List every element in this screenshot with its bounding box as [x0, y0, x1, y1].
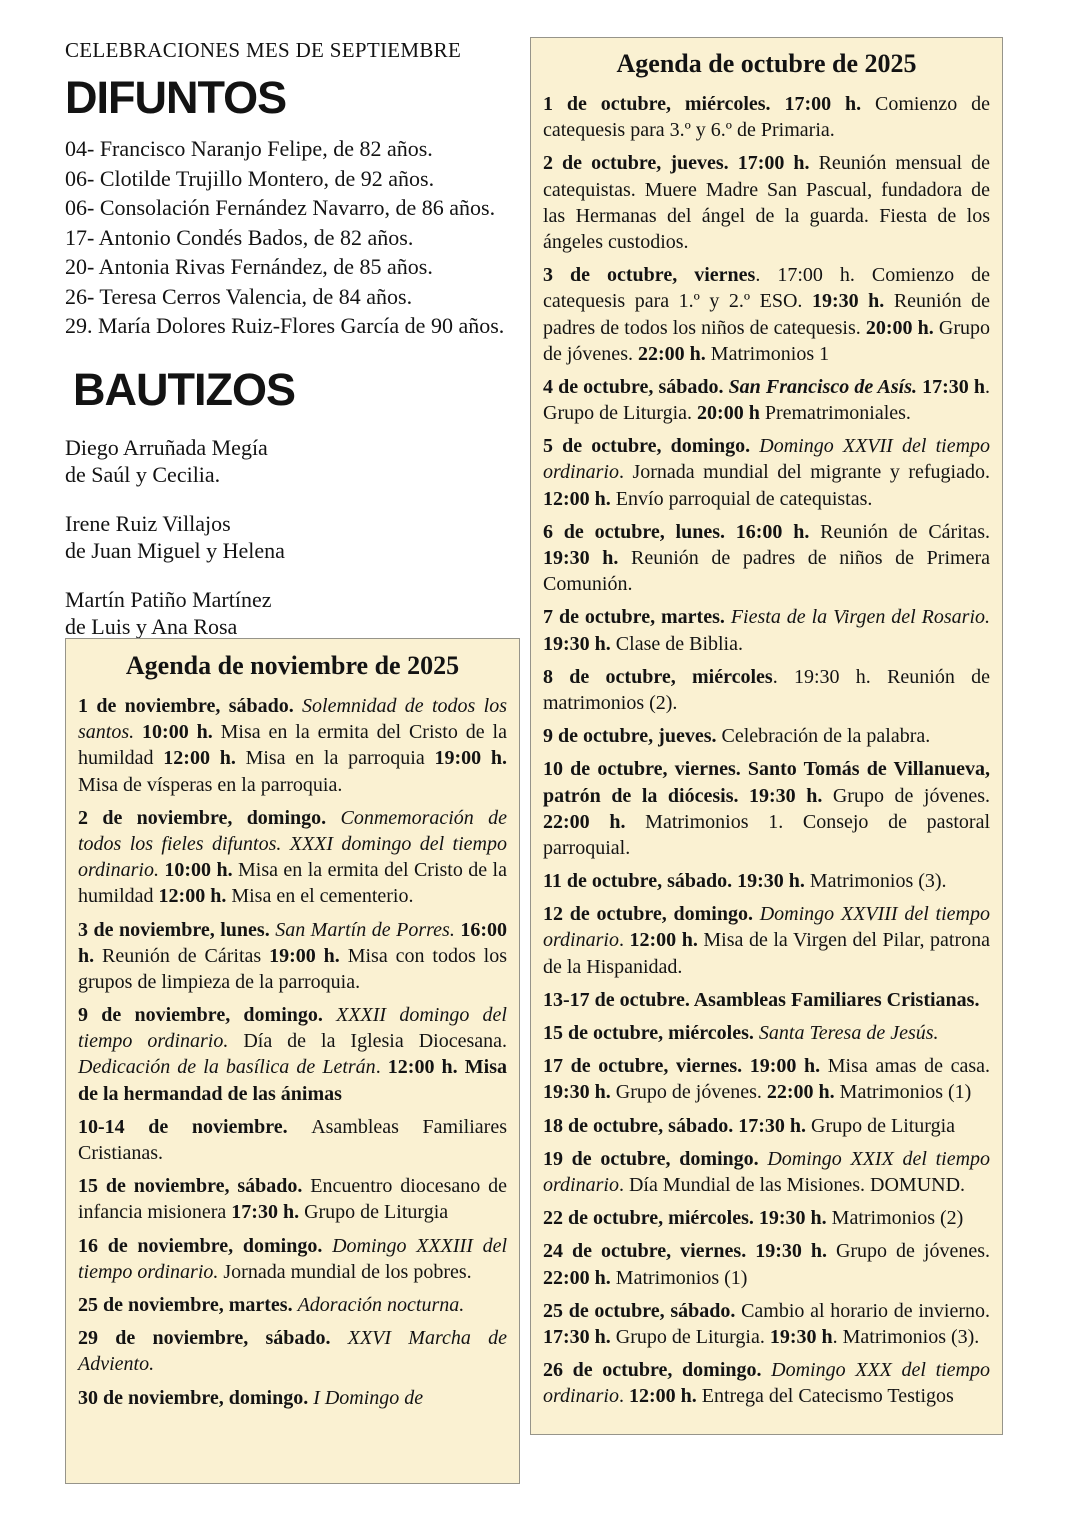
entry-segment: Domingo XXX del tiempo ordinario [543, 1359, 990, 1408]
entry-segment: 12:00 h. Misa de la hermandad de las ánimas [78, 1056, 508, 1105]
agenda-entry [543, 374, 990, 426]
agenda-entry [543, 262, 990, 367]
entry-segment: 19:00 h. [434, 747, 507, 770]
entry-segment: Comienzo de catequesis para 3.º y 6.º de Primaria. [543, 93, 990, 142]
agenda-entry [78, 1233, 507, 1285]
entry-segment: Misa en la parroquia [245, 747, 435, 770]
entry-segment: 20:00 h. [865, 316, 939, 339]
entry-segment: 16:00 h. [78, 918, 507, 967]
entry-segment: San Martín de Porres. [275, 918, 461, 941]
agenda-entry [543, 1357, 990, 1409]
section-title: CELEBRACIONES MES DE SEPTIEMBRE [65, 38, 462, 62]
agenda-entry [78, 805, 507, 910]
entry-segment: 10-14 de noviembre. [78, 1115, 312, 1138]
entry-segment: Grupo de Liturgia [304, 1201, 449, 1224]
entry-segment: 19:30 h [769, 1325, 833, 1348]
entry-segment: . Jornada mundial del migrante y refugiado. [618, 461, 990, 484]
entry-segment: 19:30 h. [811, 290, 894, 313]
entry-segment: I Domingo de [313, 1386, 424, 1409]
entry-segment: Matrimonios (3). [809, 870, 947, 893]
bautizos-item-parents: de Juan Miguel y Helena [65, 537, 285, 563]
agenda-november-box [65, 638, 520, 1484]
entry-segment: 22:00 h. [543, 810, 646, 833]
agenda-entry [543, 150, 990, 255]
entry-segment: Misa amas de casa. [827, 1055, 990, 1078]
entry-segment: Asambleas Familiares Cristianas. [78, 1115, 507, 1164]
agenda-entry [543, 987, 990, 1013]
entry-segment: 18 de octubre, sábado. 17:30 h. [543, 1114, 811, 1137]
agenda-october-title: Agenda de octubre de 2025 [616, 49, 917, 78]
entry-segment: 2 de noviembre, domingo. [78, 806, 341, 829]
agenda-entry [543, 868, 990, 894]
entry-segment: . Día Mundial de las Misiones. DOMUND. [618, 1173, 966, 1196]
entry-segment: 19 de octubre, domingo. [543, 1147, 768, 1170]
bautizos-heading: BAUTIZOS [73, 363, 295, 415]
entry-segment: 17:30 h. [543, 1325, 616, 1348]
entry-segment: Reunión de Cáritas. [820, 520, 990, 543]
entry-segment: Envío parroquial de catequistas. [615, 487, 873, 510]
agenda-entry [543, 1205, 990, 1231]
agenda-entry [543, 519, 990, 598]
entry-segment: 12:00 h. [628, 1385, 702, 1408]
entry-segment: . [618, 929, 630, 952]
difuntos-item: 06- Consolación Fernández Navarro, de 86 años. [65, 195, 496, 220]
agenda-november-title: Agenda de noviembre de 2025 [125, 651, 460, 680]
entry-segment: 19:30 h. [543, 547, 632, 569]
entry-segment: 24 de octubre, viernes. 19:30 h. [543, 1240, 836, 1263]
entry-segment: Matrimonios 1. Consejo de pastoral parroquial. [543, 810, 990, 859]
entry-segment: 3 de noviembre, lunes. [78, 918, 276, 941]
entry-segment: Reunión de padres de niños de Primera Comunión. [543, 547, 990, 596]
entry-segment: Misa en el cementerio. [231, 885, 414, 908]
entry-segment: . Grupo de Liturgia. [543, 375, 990, 425]
agenda-entry [78, 1325, 507, 1377]
entry-segment: Entrega del Catecismo Testigos [701, 1385, 954, 1408]
difuntos-item: 06- Clotilde Trujillo Montero, de 92 años. [65, 165, 435, 191]
agenda-entry [543, 433, 990, 512]
bautizos-item-name: Diego Arruñada Megía [65, 434, 268, 460]
entry-segment: 12 de octubre, domingo. [543, 903, 760, 926]
entry-segment: Matrimonios (2) [831, 1207, 964, 1230]
entry-segment: Reunión de padres de todos los niños de catequesis. [543, 290, 990, 339]
entry-segment: . Matrimonios (3). [832, 1325, 980, 1348]
difuntos-item: 04- Francisco Naranjo Felipe, de 82 años. [65, 136, 433, 161]
entry-segment: 9 de noviembre, domingo. [78, 1004, 337, 1027]
agenda-entry [543, 901, 990, 980]
difuntos-item: 26- Teresa Cerros Valencia, de 84 años. [65, 283, 413, 309]
entry-segment: Grupo de jóvenes. [615, 1081, 767, 1104]
difuntos-item: 20- Antonia Rivas Fernández, de 85 años. [65, 254, 433, 279]
entry-segment: 16 de noviembre, domingo. [78, 1234, 333, 1257]
agenda-entry [78, 693, 507, 798]
agenda-november-entries [78, 693, 507, 1411]
entry-segment: 17:30 h [922, 375, 985, 398]
difuntos-item: 29. María Dolores Ruiz-Flores García de 90 años. [65, 313, 505, 338]
entry-segment: Misa de vísperas en la parroquia. [78, 773, 343, 796]
entry-segment: 4 de octubre, sábado. [543, 375, 729, 398]
entry-segment: 12:00 h. [543, 487, 616, 510]
entry-segment: Prematrimoniales. [764, 402, 911, 425]
entry-segment: 7 de octubre, martes. [543, 606, 731, 629]
entry-segment: Domingo XXVIII del tiempo ordinario [543, 903, 990, 952]
entry-segment: Grupo de jóvenes. [543, 316, 990, 365]
entry-segment: Conmemoración de todos los fieles difuntos. XXXI domingo del tiempo ordinario. [78, 806, 508, 882]
difuntos-item: 17- Antonio Condés Bados, de 82 años. [65, 224, 414, 250]
entry-segment: Matrimonios 1 [710, 342, 830, 365]
entry-segment: Solemnidad de todos los santos. [78, 695, 507, 744]
agenda-entry [543, 91, 990, 143]
september-celebrations-section [65, 38, 527, 640]
entry-segment: 26 de octubre, domingo. [543, 1359, 772, 1382]
entry-segment: 3 de octubre, viernes [543, 264, 756, 287]
entry-segment: 30 de noviembre, domingo. [78, 1386, 314, 1409]
entry-segment: . 19:30 h. Reunión de matrimonios (2). [543, 665, 990, 714]
bautizos-item [65, 510, 527, 564]
entry-segment: Grupo de Liturgia [811, 1114, 956, 1137]
entry-segment: 22:00 h. [543, 1266, 616, 1289]
entry-segment: 22:00 h. [766, 1081, 840, 1104]
bautizos-item [65, 586, 527, 640]
entry-segment: Matrimonios (1) [839, 1081, 972, 1104]
entry-segment: 22:00 h. [637, 342, 711, 365]
entry-segment: . 17:00 h. Comienzo de catequesis para 1.º y 2.º ESO. [543, 264, 990, 313]
agenda-entry [543, 756, 990, 861]
entry-segment: 12:00 h. [158, 885, 232, 908]
entry-segment: Misa en la ermita del Cristo de la humildad [78, 721, 507, 770]
entry-segment: Domingo XXXIII del tiempo ordinario. [78, 1234, 507, 1283]
entry-segment: Día de la Iglesia Diocesana. [243, 1030, 508, 1053]
entry-segment: 8 de octubre, miércoles [543, 665, 773, 688]
agenda-entry [543, 723, 990, 749]
entry-segment: 19:30 h. [543, 1081, 616, 1104]
entry-segment: Celebración de la palabra. [721, 725, 931, 748]
entry-segment: 15 de octubre, miércoles. [543, 1022, 759, 1044]
entry-segment: 17 de octubre, viernes. 19:00 h. [543, 1055, 828, 1078]
agenda-october-box [530, 37, 1003, 1435]
entry-segment: 12:00 h. [163, 747, 246, 770]
agenda-entry [543, 1053, 990, 1105]
entry-segment: Cambio al horario de invierno. [741, 1299, 990, 1322]
entry-segment: 11 de octubre, sábado. 19:30 h. [543, 870, 810, 893]
entry-segment: 17:30 h. [231, 1201, 305, 1224]
agenda-entry [78, 1114, 507, 1166]
entry-segment: San Francisco de Asís. [728, 375, 923, 398]
entry-segment: . [375, 1056, 388, 1079]
agenda-entry [543, 1113, 990, 1139]
entry-segment: Domingo XXVII del tiempo ordinario [543, 435, 991, 484]
agenda-entry [78, 917, 507, 996]
entry-segment: Reunión mensual de catequistas. Muere Madre San Pascual, fundadora de las Hermanas del ángel de la guarda. Fiesta de los ángeles custodios. [543, 152, 990, 253]
entry-segment: Encuentro diocesano de infancia misionera [78, 1175, 507, 1224]
agenda-october-entries [543, 91, 990, 1409]
entry-segment: 1 de octubre, miércoles. 17:00 h. [543, 93, 876, 115]
entry-segment: Misa con todos los grupos de limpieza de la parroquia. [78, 944, 507, 993]
agenda-entry [543, 1146, 990, 1198]
entry-segment: 29 de noviembre, sábado. [78, 1327, 348, 1350]
difuntos-heading: DIFUNTOS [65, 72, 287, 123]
agenda-entry [543, 1298, 990, 1350]
bautizos-item-parents: de Luis y Ana Rosa [65, 613, 238, 639]
entry-segment: Grupo de Liturgia. [615, 1325, 770, 1348]
agenda-entry [78, 1002, 507, 1107]
entry-segment: 10:00 h. [164, 859, 238, 882]
entry-segment: 20:00 h [697, 402, 765, 425]
agenda-entry [543, 1238, 990, 1290]
bautizos-item-name: Martín Patiño Martínez [65, 586, 272, 612]
entry-segment: 5 de octubre, domingo. [543, 435, 760, 458]
bautizos-item [65, 434, 527, 488]
entry-segment: 15 de noviembre, sábado. [78, 1175, 311, 1198]
bautizos-item-parents: de Saúl y Cecilia. [65, 461, 221, 487]
entry-segment: . [618, 1385, 629, 1408]
entry-segment: XXXII domingo del tiempo ordinario. [78, 1004, 507, 1053]
entry-segment: 25 de noviembre, martes. [78, 1293, 298, 1316]
entry-segment: Misa de la Virgen del Pilar, patrona de la Hispanidad. [543, 929, 990, 978]
agenda-entry [78, 1173, 507, 1225]
entry-segment: 2 de octubre, jueves. 17:00 h. [543, 152, 819, 175]
entry-segment: Grupo de jóvenes. [832, 784, 990, 807]
entry-segment: Clase de Biblia. [615, 632, 743, 655]
entry-segment: Misa en la ermita del Cristo de la humildad [78, 859, 507, 908]
entry-segment: 19:00 h. [269, 944, 348, 967]
entry-segment: 6 de octubre, lunes. 16:00 h. [543, 520, 821, 543]
entry-segment: 10 de octubre, viernes. Santo Tomás de Villanueva, patrón de la diócesis. 19:30 h. [543, 758, 990, 807]
entry-segment: Adoración nocturna. [297, 1293, 465, 1316]
agenda-entry [78, 1385, 507, 1411]
entry-segment: Domingo XXIX del tiempo ordinario [543, 1147, 991, 1196]
entry-segment: 1 de noviembre, sábado. [78, 695, 303, 717]
entry-segment: Fiesta de la Virgen del Rosario. [730, 606, 990, 629]
agenda-entry [543, 664, 990, 716]
agenda-entry [78, 1292, 507, 1318]
entry-segment: Grupo de jóvenes. [835, 1240, 990, 1263]
entry-segment: 19:30 h. [543, 632, 616, 655]
entry-segment: Jornada mundial de los pobres. [223, 1260, 472, 1283]
entry-segment: 12:00 h. [629, 929, 704, 952]
bautizos-list [65, 434, 527, 640]
agenda-entry [543, 604, 990, 656]
entry-segment: Matrimonios (1) [615, 1266, 748, 1289]
entry-segment: Santa Teresa de Jesús. [758, 1022, 939, 1044]
entry-segment: XXVI Marcha de Adviento. [78, 1327, 508, 1376]
difuntos-list [65, 134, 527, 341]
bautizos-item-name: Irene Ruiz Villajos [65, 510, 231, 536]
entry-segment: Reunión de Cáritas [102, 944, 270, 967]
agenda-entry [543, 1020, 990, 1046]
entry-segment: 9 de octubre, jueves. [543, 725, 722, 748]
entry-segment: 22 de octubre, miércoles. 19:30 h. [543, 1207, 832, 1230]
entry-segment: 13-17 de octubre. Asambleas Familiares Cristianas. [543, 988, 980, 1011]
entry-segment: Dedicación de la basílica de Letrán [78, 1056, 376, 1079]
entry-segment: 25 de octubre, sábado. [543, 1299, 742, 1322]
entry-segment: 10:00 h. [142, 721, 221, 744]
